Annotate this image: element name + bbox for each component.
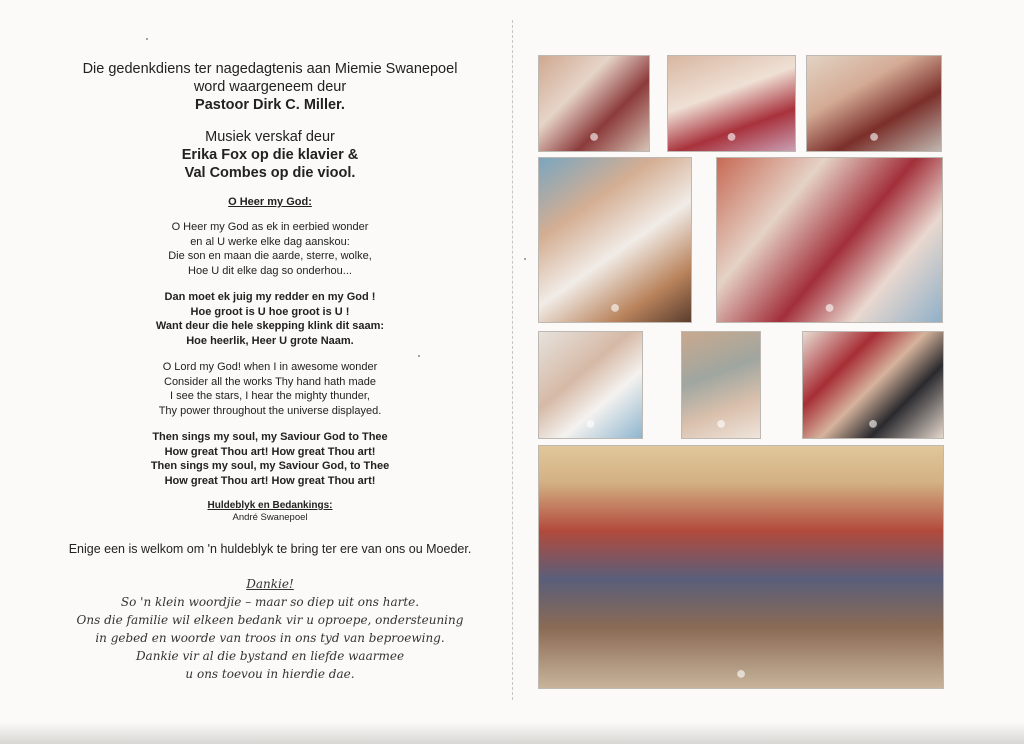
thanks-line: in gebed en woorde van troos in ons tyd van beproewing.	[95, 631, 445, 645]
left-page-text	[40, 60, 500, 683]
intro-line-2: word waargeneem deur	[193, 79, 347, 95]
stanza-line: Hoe U dit elke dag so onderhou...	[188, 264, 352, 277]
intro-line-1: Die gedenkdiens ter nagedagtenis aan Miemie Swanepoel	[82, 61, 458, 77]
chorus-line: Dan moet ek juig my redder en my God !	[164, 291, 376, 303]
photo-family-with-grandmother	[538, 157, 692, 323]
photo-icon: ●	[735, 663, 747, 683]
stanza-line: Thy power throughout the universe displayed.	[158, 404, 382, 417]
stanza-line: Die son en maan die aarde, sterre, wolke,	[168, 250, 372, 262]
hymn-stanza-1	[40, 220, 500, 278]
photo-hands-with-baby	[681, 331, 761, 439]
photo-group-of-elderly-women	[716, 157, 943, 323]
tribute-heading: Huldeblyk en Bedankings:	[207, 500, 333, 511]
stanza-line: Consider all the works Thy hand hath made	[164, 375, 376, 388]
stanza-line: O Heer my God as ek in eerbied wonder	[171, 221, 369, 233]
chorus-line: How great Thou art! How great Thou art!	[164, 445, 376, 458]
music-line: Musiek verskaf deur	[205, 129, 335, 145]
photo-icon: ●	[715, 413, 727, 433]
photo-icon: ●	[867, 413, 879, 433]
stanza-line: en al U werke elke dag aanskou:	[190, 235, 350, 248]
photo-icon: ●	[585, 413, 596, 433]
chorus-line: Want deur die hele skepping klink dit saam:	[155, 320, 385, 332]
stanza-line: O Lord my God! when I in awesome wonder	[162, 361, 378, 373]
photo-icon: ●	[609, 297, 621, 317]
thanks-line: So 'n klein woordjie – maar so diep uit ons harte.	[120, 595, 420, 609]
page-edge-shadow	[0, 722, 1024, 744]
hymn-stanza-2	[40, 360, 500, 418]
chorus-line: Hoe heerlik, Heer U grote Naam.	[186, 334, 354, 347]
thanks-heading: Dankie!	[246, 577, 294, 591]
photo-icon: ●	[588, 126, 600, 146]
thanks-block	[40, 575, 500, 683]
tribute-name: André Swanepoel	[232, 512, 308, 523]
chorus-line: Then sings my soul, my Saviour God, to Thee	[150, 460, 390, 472]
thanks-line: u ons toevou in hierdie dae.	[185, 667, 355, 681]
photo-elderly-women-seated	[806, 55, 942, 152]
hymn-title: O Heer my God:	[228, 196, 312, 208]
thanks-line: Ons die familie wil elkeen bedank vir u oproepe, ondersteuning	[76, 613, 464, 627]
musicians-line-1: Erika Fox op die klavier &	[181, 147, 359, 163]
photo-large-family-group	[538, 445, 944, 689]
photo-couple-with-grandmother	[802, 331, 944, 439]
photo-grandmother-with-baby	[538, 331, 643, 439]
stanza-line: I see the stars, I hear the mighty thunder,	[170, 390, 370, 402]
scan-speck	[524, 258, 526, 260]
chorus-line: Hoe groot is U hoe groot is U !	[190, 305, 350, 318]
center-fold	[512, 20, 513, 700]
chorus-line: Then sings my soul, my Saviour God to Thee	[152, 431, 388, 443]
photo-grandmother-and-granddaughter	[538, 55, 650, 152]
thanks-line: Dankie vir al die bystand en liefde waarmee	[135, 649, 405, 663]
scan-speck	[146, 38, 148, 40]
scan-speck	[418, 355, 420, 357]
hymn-chorus-1	[40, 290, 500, 348]
hymn-chorus-2	[40, 430, 500, 488]
photo-icon: ●	[868, 126, 880, 146]
pastor-name: Pastoor Dirk C. Miller.	[195, 97, 345, 113]
photo-icon: ●	[726, 126, 737, 146]
welcome-text: Enige een is welkom om 'n huldeblyk te bring ter ere van ons ou Moeder.	[68, 542, 472, 556]
chorus-line: How great Thou art! How great Thou art!	[164, 474, 376, 487]
musicians-line-2: Val Combes op die viool.	[184, 165, 356, 181]
photo-two-elderly-women	[667, 55, 796, 152]
photo-icon: ●	[824, 297, 835, 317]
